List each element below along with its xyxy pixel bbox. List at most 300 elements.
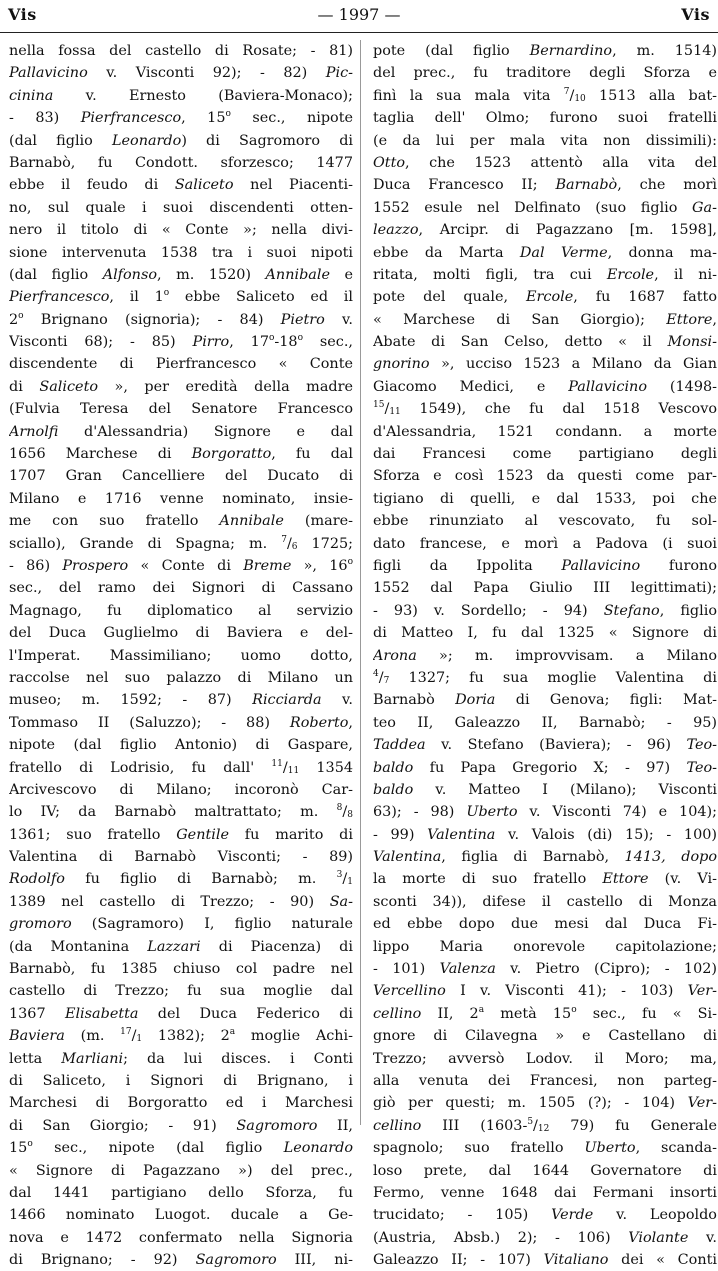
subscript: 8 [347, 810, 353, 821]
italic-name: Taddea [373, 737, 426, 754]
text-line [373, 689, 717, 711]
superscript: 5 [527, 1116, 534, 1127]
text-segment: , [348, 714, 353, 731]
subscript: 1 [136, 1034, 143, 1045]
superscript: 15 [373, 400, 385, 411]
text-segment: Marchesi di Borgoratto ed i Marchesi [9, 1095, 353, 1112]
text-segment: 1466 nominato Luogot. ducale a Ge- [9, 1207, 353, 1224]
text-segment: v. [688, 1229, 717, 1246]
text-segment: (m. [64, 1028, 121, 1045]
text-line [373, 779, 717, 801]
text-segment: 1513 alla bat- [585, 87, 717, 104]
text-line [373, 353, 717, 375]
text-segment: , scanda- [635, 1140, 717, 1157]
text-line [9, 801, 353, 823]
superscript: o [27, 1139, 33, 1150]
italic-name: Ricciarda [252, 692, 322, 709]
italic-name: Uberto [584, 1140, 636, 1157]
superscript: 7 [281, 534, 287, 545]
text-segment: e [329, 266, 353, 283]
text-segment: tigiano di quelli, e dal 1533, poi che [373, 490, 717, 507]
text-segment: loso prete, dal 1644 Governatore di [373, 1162, 717, 1179]
text-line [9, 712, 353, 734]
text-line [9, 600, 353, 622]
italic-name: Valentina [373, 849, 442, 866]
text-line [373, 712, 717, 734]
text-segment: giò per questi; m. 1505 (?); - 104) [373, 1095, 688, 1112]
text-segment: sec., nipote (dal figlio [32, 1140, 284, 1157]
text-line [9, 980, 353, 1002]
text-segment: 1725; [297, 535, 353, 552]
italic-name: Gentile [176, 826, 229, 843]
text-segment: pote del quale, [373, 289, 527, 306]
text-line [9, 1003, 353, 1025]
text-segment: 1361; suo fratello [9, 826, 177, 843]
text-line [9, 1025, 353, 1047]
text-line [373, 443, 717, 465]
text-line [9, 958, 353, 980]
text-line [373, 577, 717, 599]
text-line [9, 174, 353, 196]
italic-name: Arnolfi [9, 423, 59, 440]
text-line [9, 421, 353, 443]
text-line [9, 40, 353, 62]
text-segment: 1382); 2 [142, 1028, 230, 1045]
text-segment: di Genova; figli: Mat- [495, 692, 717, 709]
text-segment: Magnago, fu diplomatico al servizio [9, 602, 353, 619]
text-segment: , figlio [659, 602, 717, 619]
text-segment: lippo Maria onorevole capitolazione; [373, 938, 717, 955]
italic-name: 1413, dopo [624, 849, 717, 866]
text-segment: », per eredità della madre [98, 378, 353, 395]
text-line [373, 40, 717, 62]
text-segment: d'Alessandria) Signore e dal [58, 423, 353, 440]
subscript: 6 [291, 541, 298, 552]
text-segment: Barnabò [373, 692, 456, 709]
text-segment: Trezzo; avversò Lodov. il Moro; ma, [373, 1050, 717, 1067]
text-segment: , m. 1520) [157, 266, 266, 283]
text-segment: 1552 esule nel Delfinato (suo figlio [373, 199, 693, 216]
text-segment: , Arcipr. di Pagazzano [m. 1598], [418, 222, 717, 239]
text-segment: taglia dell' Olmo; furono suoi fratelli [373, 110, 717, 127]
italic-name: Teo- [686, 759, 717, 776]
text-segment: v. Visconti 92); - 82) [87, 65, 326, 82]
text-segment: »; m. improvvisam. a Milano [416, 647, 717, 664]
text-segment: spagnolo; suo fratello [373, 1140, 585, 1157]
italic-name: Ver- [687, 1095, 717, 1112]
text-segment: del prec., fu traditore degli Sforza e [373, 65, 717, 82]
text-segment: fratello di Lodrisio, fu dall' [9, 759, 272, 776]
italic-name: Pierfrancesco [80, 110, 182, 127]
italic-name: Elisabetta [64, 1005, 139, 1022]
text-segment: , il 1 [109, 289, 164, 306]
text-segment: / [342, 804, 348, 821]
text-line [373, 801, 717, 823]
text-line [373, 1160, 717, 1182]
superscript: 7 [563, 86, 570, 97]
italic-name: cellino [373, 1005, 422, 1022]
text-segment: alla venuta dei Francesi, non parteg- [373, 1072, 717, 1089]
text-segment: , m. 1514) [612, 43, 717, 59]
italic-name: Lazzari [147, 938, 201, 955]
left-column [9, 40, 353, 1271]
text-segment: metà 15 [484, 1005, 572, 1022]
text-line [9, 264, 353, 286]
text-line [9, 667, 353, 689]
italic-name: Annibale [219, 513, 284, 530]
italic-name: Dal Verme [519, 244, 608, 261]
text-segment: dal 1441 partigiano dello Sforza, fu [9, 1184, 353, 1201]
text-segment: 1327; fu sua moglie Valentina di [389, 669, 717, 686]
text-segment: ) di Sagromoro di [181, 132, 353, 149]
text-segment: « Conte di [128, 557, 244, 574]
text-segment: la morte di suo fratello [373, 871, 603, 888]
superscript: o [268, 333, 275, 344]
text-segment: / [569, 87, 575, 104]
italic-name: Roberto [289, 714, 349, 731]
text-segment: 79) fu Generale [549, 1117, 717, 1134]
text-segment: Visconti 68); - 85) [9, 334, 193, 351]
text-line [9, 376, 353, 398]
text-segment: dai Francesi come partigiano degli [373, 446, 717, 463]
text-segment: 1707 Gran Cancelliere del Ducato di [9, 468, 353, 485]
text-segment: di Piacenza) di [200, 938, 353, 955]
subscript: 1 [347, 877, 353, 888]
text-segment: fu figlio di Barnabò; m. [64, 871, 337, 888]
text-line [9, 107, 353, 129]
italic-name: Vitaliano [543, 1252, 609, 1269]
italic-name: Valentina [427, 826, 496, 843]
italic-name: Saliceto [39, 378, 99, 395]
italic-name: Valenza [439, 961, 496, 978]
text-line [373, 1003, 717, 1025]
text-segment: III, ni- [276, 1252, 353, 1269]
text-segment: , 15 [181, 110, 226, 127]
text-segment: del Duca Federico di [138, 1005, 353, 1022]
text-line [373, 510, 717, 532]
superscript: 8 [336, 803, 343, 814]
superscript: o [163, 288, 170, 299]
italic-name: Ver- [687, 983, 717, 1000]
text-segment: no, sul quale i suoi discendenti otten- [9, 199, 353, 216]
italic-name: Verde [551, 1207, 594, 1224]
text-line [9, 398, 353, 420]
text-line [373, 309, 717, 331]
text-segment: v. Valois (di) 15); - 100) [495, 826, 717, 843]
text-segment: letta [9, 1050, 62, 1067]
text-line [373, 645, 717, 667]
text-segment: Barnabò, fu 1385 chiuso col padre nel [9, 961, 353, 978]
subscript: 7 [383, 675, 390, 686]
text-segment: v. [321, 692, 353, 709]
text-line [9, 779, 353, 801]
text-segment: 63); - 98) [373, 804, 467, 821]
text-line [9, 868, 353, 890]
text-segment: - 99) [373, 826, 428, 843]
text-segment: Tommaso II (Saluzzo); - 88) [9, 714, 290, 731]
text-line [9, 1092, 353, 1114]
text-segment: (Sagramoro) I, figlio naturale [71, 916, 353, 933]
italic-name: gnorino [373, 356, 430, 373]
text-line [9, 1160, 353, 1182]
text-line [9, 757, 353, 779]
text-segment: - 93) v. Sordello; - 94) [373, 602, 604, 619]
text-segment: / [533, 1117, 538, 1134]
text-line [373, 891, 717, 913]
text-line [9, 936, 353, 958]
text-segment: , che 1523 attentò alla vita del [405, 154, 717, 171]
text-segment: (dal figlio [9, 132, 112, 149]
text-line [373, 152, 717, 174]
text-line [373, 85, 717, 107]
italic-name: Otto [373, 154, 406, 171]
text-segment: v. Ernesto (Baviera-Monaco); [53, 87, 353, 104]
italic-name: Barnabò [555, 177, 618, 194]
text-line [373, 376, 717, 398]
text-segment: sciallo), Grande di Spagna; m. [9, 535, 282, 552]
text-line [9, 286, 353, 308]
italic-name: Pirro [192, 334, 230, 351]
italic-name: Ercole [526, 289, 574, 306]
italic-name: Stefano [603, 602, 660, 619]
text-segment: ed ebbe dopo due mesi dal Duca Fi- [373, 916, 717, 933]
text-line [9, 85, 353, 107]
text-line [9, 353, 353, 375]
text-line [373, 734, 717, 756]
text-segment: (e da lui per mala vita non dissimili): [373, 132, 717, 149]
header-right-keyword: Vis [681, 5, 710, 24]
text-line [9, 891, 353, 913]
text-segment: l'Imperat. Massimiliano; uomo dotto, [9, 647, 353, 664]
text-segment: nella fossa del castello di Rosate; - 81) [9, 43, 353, 59]
italic-name: Pallavicino [9, 65, 88, 82]
text-line [9, 1070, 353, 1092]
text-line [9, 913, 353, 935]
text-line [373, 667, 717, 689]
text-segment: 1552 dal Papa Giulio III legittimati); [373, 580, 717, 597]
text-segment: , donna ma- [607, 244, 717, 261]
text-segment: « Marchese di San Giorgio); [373, 311, 667, 328]
italic-name: Prospero [62, 557, 129, 574]
text-line [373, 465, 717, 487]
text-segment: », ucciso 1523 a Milano da Gian [429, 356, 717, 373]
text-line [373, 555, 717, 577]
text-line [9, 62, 353, 84]
text-line [373, 130, 717, 152]
text-segment: , [712, 311, 717, 328]
text-line [9, 689, 353, 711]
text-line [373, 913, 717, 935]
text-segment: I v. Visconti 41); - 103) [445, 983, 688, 1000]
text-segment: ebbe rinunziato al vescovato, fu sol- [373, 513, 717, 530]
text-segment: sione intervenuta 1538 tra i suoi nipoti [9, 244, 353, 261]
text-segment: / [384, 401, 390, 418]
italic-name: Doria [455, 692, 496, 709]
text-segment: me con suo fratello [9, 513, 220, 530]
text-line [373, 1137, 717, 1159]
italic-name: Leonardo [283, 1140, 353, 1157]
italic-name: cellino [373, 1117, 422, 1134]
text-line [9, 465, 353, 487]
italic-name: baldo [373, 781, 414, 798]
italic-name: Saliceto [174, 177, 234, 194]
text-segment: di Matteo I, fu dal 1325 « Signore di [373, 625, 717, 642]
italic-name: Pallavicino [568, 378, 647, 395]
text-line [373, 757, 717, 779]
text-line [9, 219, 353, 241]
text-segment: Sforza e così 1523 da questi come par- [373, 468, 717, 485]
text-line [9, 645, 353, 667]
text-segment: castello di Trezzo; fu sua moglie dal [9, 983, 353, 1000]
text-segment: / [282, 759, 288, 776]
italic-name: Uberto [466, 804, 518, 821]
text-line [373, 846, 717, 868]
text-segment: sec., del ramo dei Signori di Cassano [9, 580, 353, 597]
italic-name: Pallavicino [561, 557, 641, 574]
italic-name: Pierfrancesco [9, 289, 110, 306]
text-line [9, 1204, 353, 1226]
superscript: o [18, 310, 24, 321]
text-segment: 2 [9, 311, 19, 328]
text-segment: v. Pietro (Cipro); - 102) [495, 961, 717, 978]
text-segment: 1549), che fu dal 1518 Vescovo [400, 401, 717, 418]
text-segment: dato francese, e morì a Padova (i suoi [373, 535, 717, 552]
page-number: — 1997 — [317, 5, 401, 24]
text-segment: finì la sua mala vita [373, 87, 564, 104]
italic-name: Sagromoro [236, 1117, 318, 1134]
text-segment: , il ni- [654, 266, 717, 283]
superscript: 11 [271, 758, 283, 769]
text-segment: d'Alessandria, 1521 condann. a morte [373, 423, 717, 440]
text-segment: nero il titolo di « Conte »; nella divi- [9, 222, 353, 239]
text-segment: 1656 Marchese di [9, 446, 192, 463]
text-segment: / [342, 871, 348, 888]
text-line [373, 1204, 717, 1226]
text-segment: lo IV; da Barnabò maltrattato; m. [9, 804, 337, 821]
text-segment: sconti 34)), difese il castello di Monza [373, 893, 717, 910]
text-segment: (mare- [283, 513, 353, 530]
text-segment: 1389 nel castello di Trezzo; - 90) [9, 893, 330, 910]
italic-name: Pic- [325, 65, 353, 82]
italic-name: Borgoratto [191, 446, 272, 463]
text-segment: 1354 [299, 759, 353, 776]
page-header [0, 0, 718, 33]
text-segment: (v. Vi- [648, 871, 717, 888]
text-segment: Arcivescovo di Milano; incoronò Car- [9, 781, 353, 798]
text-line [373, 62, 717, 84]
superscript: o [571, 1004, 577, 1015]
text-line [373, 868, 717, 890]
text-line [9, 242, 353, 264]
text-segment: dei « Conti [608, 1252, 717, 1269]
text-segment: « Signore di Pagazzano ») del prec., [9, 1162, 353, 1179]
superscript: 3 [336, 870, 343, 881]
superscript: 17 [120, 1027, 132, 1038]
text-line [373, 197, 717, 219]
text-segment: , figlia di Barnabò, [441, 849, 625, 866]
text-line [9, 197, 353, 219]
text-line [373, 107, 717, 129]
text-line [9, 331, 353, 353]
superscript: o [297, 333, 304, 344]
italic-name: gromoro [9, 916, 72, 933]
text-line [373, 622, 717, 644]
text-line [373, 1249, 717, 1271]
text-segment: 1367 [9, 1005, 65, 1022]
text-segment: Fermo, venne 1648 dai Fermani insorti [373, 1184, 717, 1201]
text-line [9, 488, 353, 510]
text-segment: / [131, 1028, 137, 1045]
text-segment: v. [324, 311, 353, 328]
text-line [373, 1070, 717, 1092]
italic-name: Violante [628, 1229, 689, 1246]
text-segment: Duca Francesco II; [373, 177, 556, 194]
text-segment: moglie Achi- [235, 1028, 353, 1045]
text-line [9, 1115, 353, 1137]
text-segment: / [378, 669, 384, 686]
text-line [373, 1182, 717, 1204]
text-segment: III (1603- [421, 1117, 528, 1134]
text-line [373, 1092, 717, 1114]
italic-name: cinina [9, 87, 54, 104]
text-segment: di Saliceto, i Signori di Brignano, i [9, 1072, 353, 1089]
text-line [373, 936, 717, 958]
text-segment: - 83) [9, 110, 81, 127]
text-line [373, 488, 717, 510]
text-segment: », 16 [291, 557, 348, 574]
text-segment: raccolse nel suo palazzo di Milano un [9, 669, 353, 686]
text-segment: (da Montanina [9, 938, 148, 955]
subscript: 11 [287, 765, 300, 776]
superscript: o [347, 556, 353, 567]
text-segment: ; da lui disces. i Conti [123, 1050, 353, 1067]
text-segment: , che morì [617, 177, 717, 194]
italic-name: baldo [373, 759, 414, 776]
text-segment: Giacomo Medici, e [373, 378, 569, 395]
subscript: 11 [389, 407, 401, 418]
text-segment: (dal figlio [9, 266, 103, 283]
text-segment: -18 [274, 334, 298, 351]
italic-name: Bernardino [529, 43, 613, 59]
italic-name: Pietro [280, 311, 325, 328]
text-line [373, 264, 717, 286]
text-segment: II, 2 [421, 1005, 479, 1022]
text-segment: del Duca Guglielmo di Baviera e del- [9, 625, 353, 642]
text-segment: Barnabò, fu Condott. sforzesco; 1477 [9, 154, 353, 171]
subscript: 10 [574, 93, 586, 104]
text-line [373, 958, 717, 980]
text-line [9, 1137, 353, 1159]
text-segment: (Fulvia Teresa del Senatore Francesco [9, 401, 353, 418]
text-segment: Abate di San Celso, detto « il [373, 334, 668, 351]
superscript: a [229, 1027, 236, 1038]
text-segment: furono [640, 557, 717, 574]
text-segment: v. Visconti 74) e 104); [517, 804, 717, 821]
text-line [9, 533, 353, 555]
text-segment: sec., nipote [230, 110, 353, 127]
text-segment: , fu dal [271, 446, 353, 463]
text-line [9, 152, 353, 174]
italic-name: Ettore [602, 871, 649, 888]
italic-name: Rodolfo [9, 871, 65, 888]
text-line [373, 1048, 717, 1070]
text-segment: Brignano (signoria); - 84) [23, 311, 281, 328]
italic-name: Leonardo [111, 132, 182, 149]
italic-name: leazzo [373, 222, 419, 239]
text-line [373, 533, 717, 555]
superscript: a [478, 1004, 485, 1015]
text-segment: figli da Ippolita [373, 557, 562, 574]
